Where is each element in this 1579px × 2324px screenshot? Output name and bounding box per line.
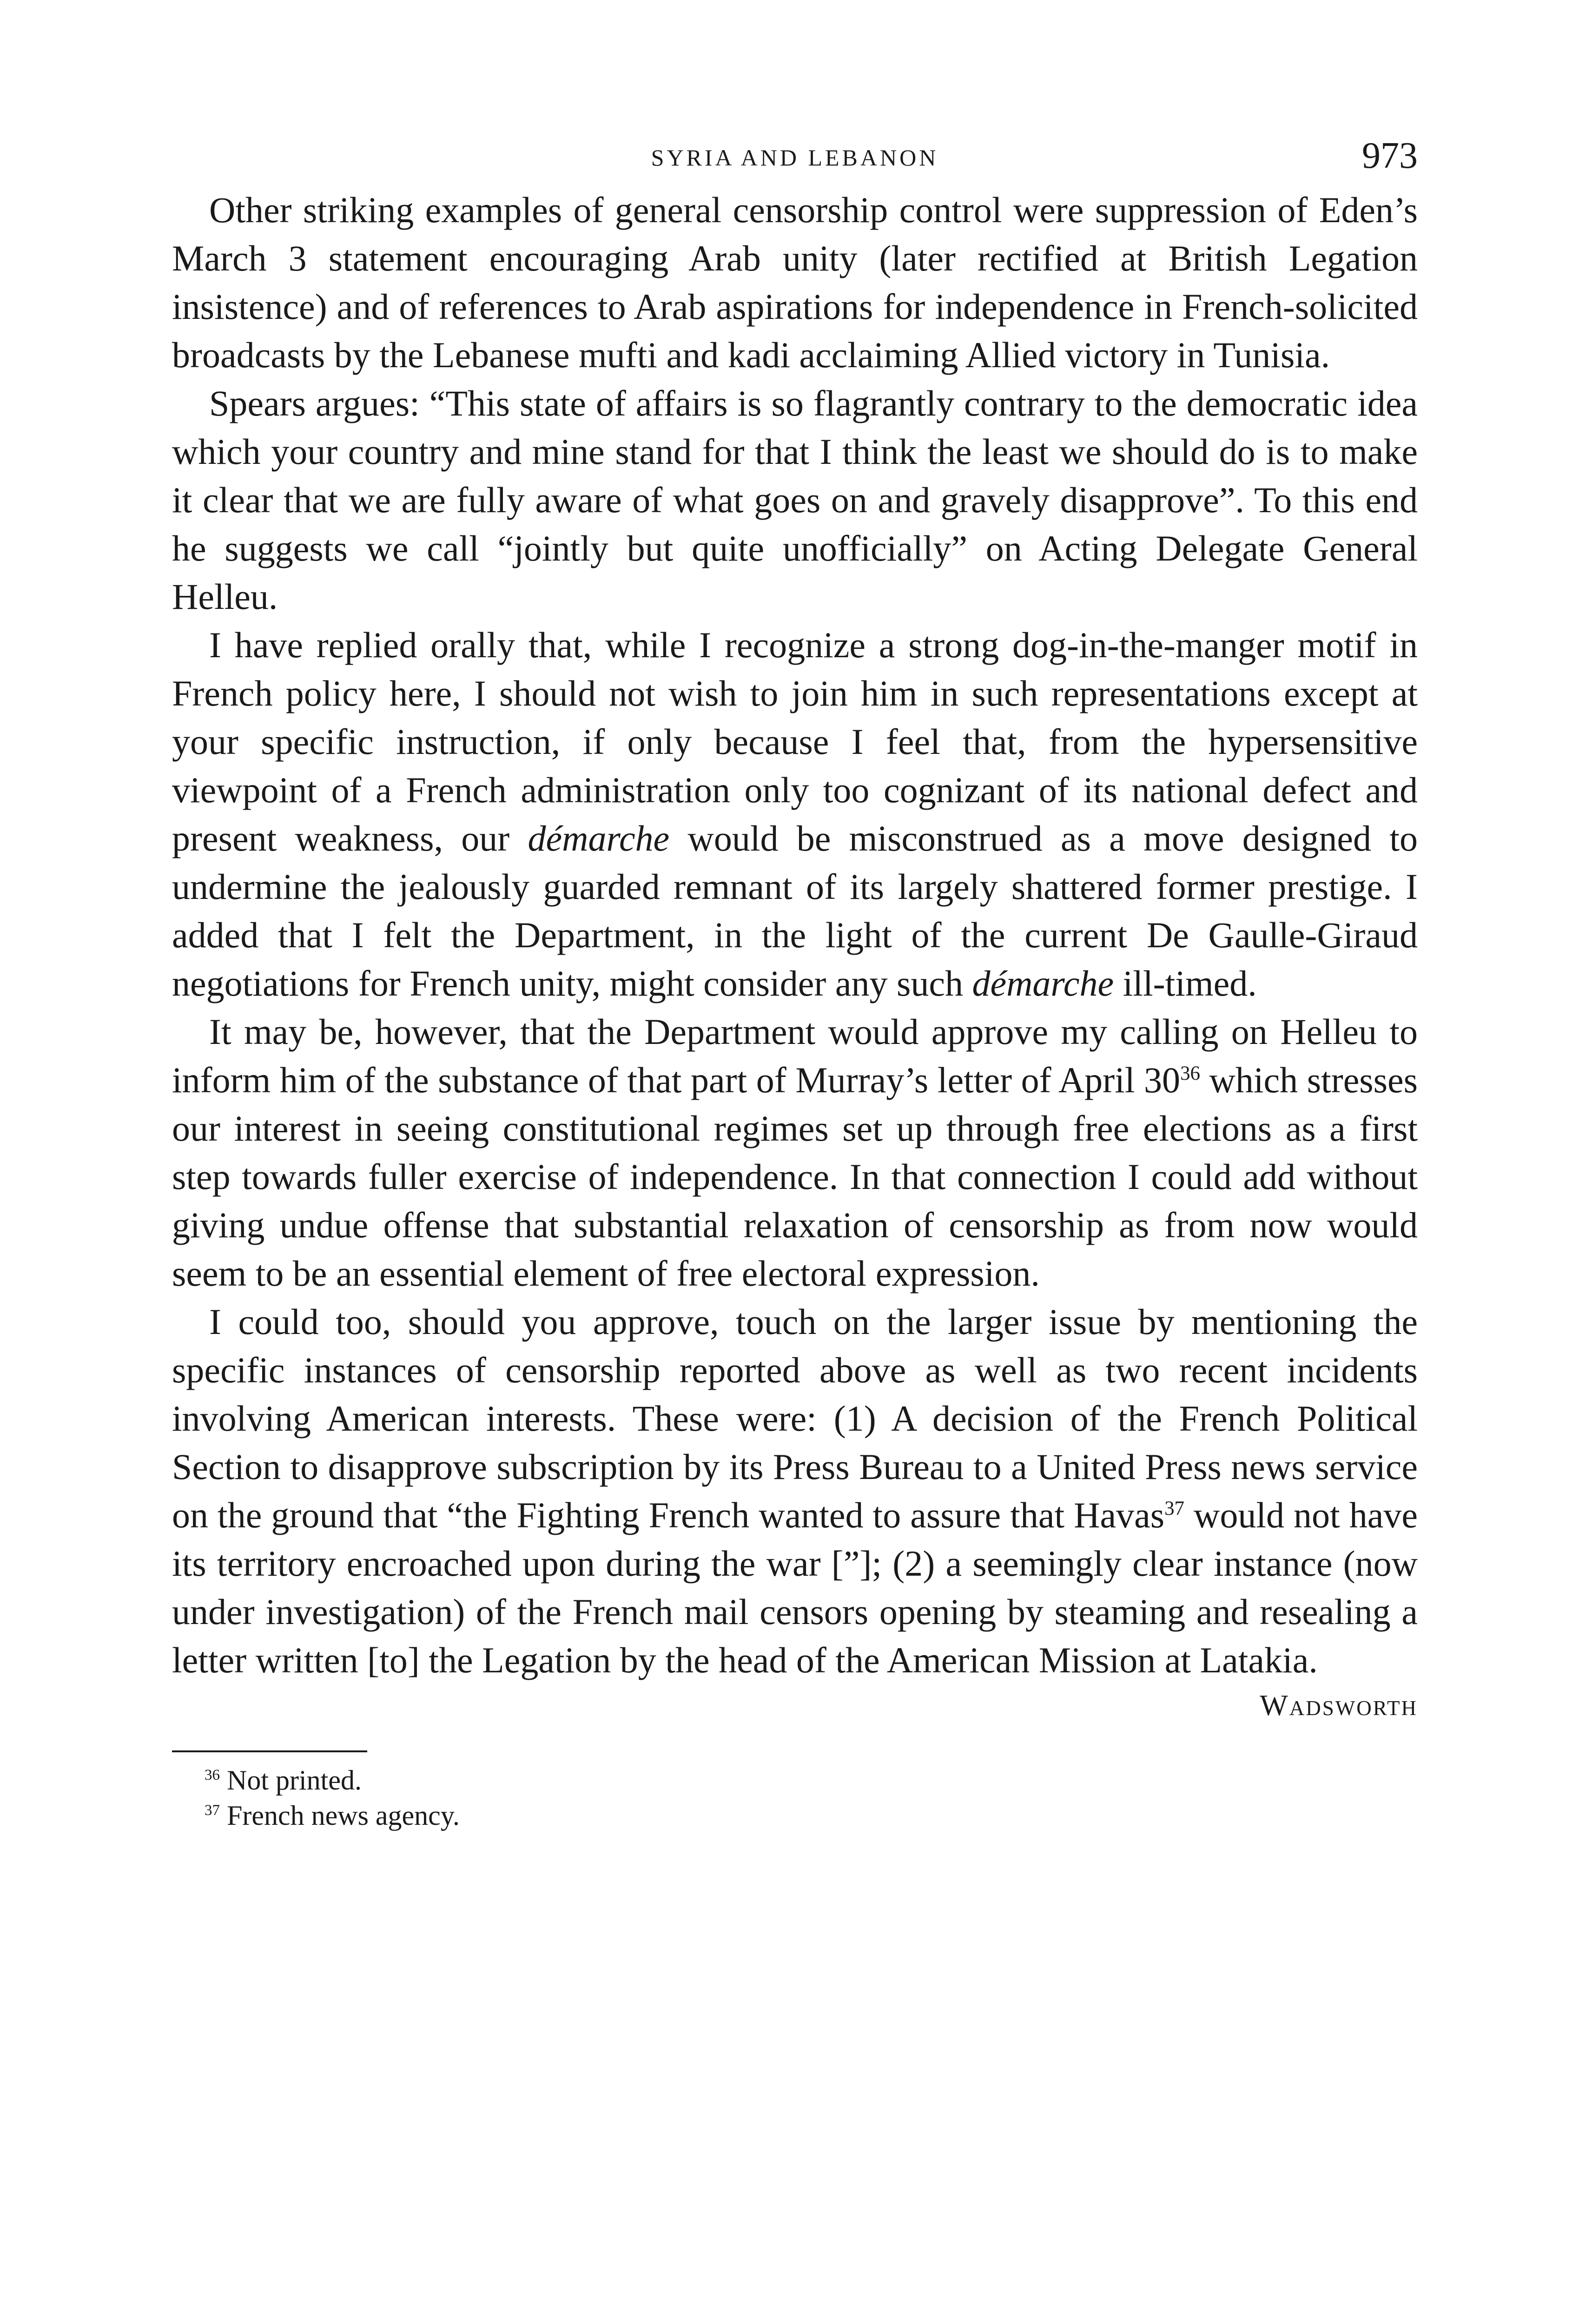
paragraph-3-text-c: ill-timed. bbox=[1114, 963, 1257, 1004]
paragraph-1: Other striking examples of general censorship control were suppression of Eden’s March 3 statement encouraging Arab unity (later rectified at British Legation insistence) and of references to Arab aspirations for independence in French-solicited broadcasts by the Lebanese mufti and kadi acclaiming Allied victory in Tunisia. bbox=[172, 190, 1418, 375]
paragraph-4 bbox=[172, 1008, 1418, 1298]
running-title: SYRIA AND LEBANON bbox=[651, 145, 939, 171]
paragraph-3 bbox=[172, 621, 1418, 1008]
footnote-37 bbox=[172, 1798, 1418, 1833]
footnotes bbox=[172, 1763, 1418, 1833]
italic-term-demarche: démarche bbox=[972, 963, 1114, 1004]
running-head bbox=[172, 135, 1418, 186]
paragraph-5-text-b: would not have its territory encroached upon during the war [”]; (2) a seemingly clear instance (now under investigation) of the French mail censors opening by steaming and resealing a letter written [to] the Legation by the head of the American Mission at Latakia. bbox=[172, 1495, 1418, 1680]
body-text bbox=[172, 186, 1418, 1684]
footnote-36 bbox=[172, 1763, 1418, 1798]
footnote-ref-36: 36 bbox=[1180, 1063, 1200, 1084]
footnote-text: Not printed. bbox=[227, 1765, 362, 1796]
page-number: 973 bbox=[1362, 135, 1418, 176]
paragraph-3-text-a: I have replied orally that, while I recognize a strong dog-in-the-manger motif in French policy here, I should not wish to join him in such representations except at your specific instruction, if only because I feel that, from the hypersensitive viewpoint of a French administration only too cognizant of its national defect and present weakness, our bbox=[172, 625, 1418, 858]
paragraph-4-text-b: which stresses our interest in seeing constitutional regimes set up through free elections as a first step towards fuller exercise of independence. In that connection I could add without giving undue offense that substantial relaxation of censorship as from now would seem to be an essential element of free electoral expression. bbox=[172, 1060, 1418, 1294]
paragraph-5-text-a: I could too, should you approve, touch on the larger issue by mentioning the specific instances of censorship reported above as well as two recent incidents involving American interests. These were: (1) A decision of the French Political Section to disapprove subscription by its Press Bureau to a United Press news service on the ground that “the Fighting French wanted to assure that Havas bbox=[172, 1301, 1418, 1535]
paragraph-3-text-b: would be misconstrued as a move designed to undermine the jealously guarded remnant of its largely shattered former prestige. I added that I felt the Department, in the light of the current De Gaulle-Giraud negotiations for French unity, might consider any such bbox=[172, 818, 1418, 1004]
footnote-number: 36 bbox=[205, 1767, 220, 1783]
footnote-number: 37 bbox=[205, 1802, 220, 1819]
signature: Wadsworth bbox=[1260, 1689, 1418, 1722]
paragraph-4-text-a: It may be, however, that the Department would approve my calling on Helleu to inform him of the substance of that part of Murray’s letter of April 30 bbox=[172, 1011, 1418, 1100]
footnote-text: French news agency. bbox=[227, 1800, 460, 1831]
paragraph-2: Spears argues: “This state of affairs is so flagrantly contrary to the democratic idea which your country and mine stand for that I think the least we should do is to make it clear that we are fully aware of what goes on and gravely disapprove”. To this end he suggests we call “jointly but quite unofficially” on Acting Delegate General Helleu. bbox=[172, 383, 1418, 617]
paragraph-5 bbox=[172, 1298, 1418, 1684]
italic-term-demarche: démarche bbox=[528, 818, 670, 858]
footnote-divider bbox=[172, 1750, 367, 1752]
page-content bbox=[172, 135, 1418, 1833]
footnote-ref-37: 37 bbox=[1164, 1498, 1184, 1519]
